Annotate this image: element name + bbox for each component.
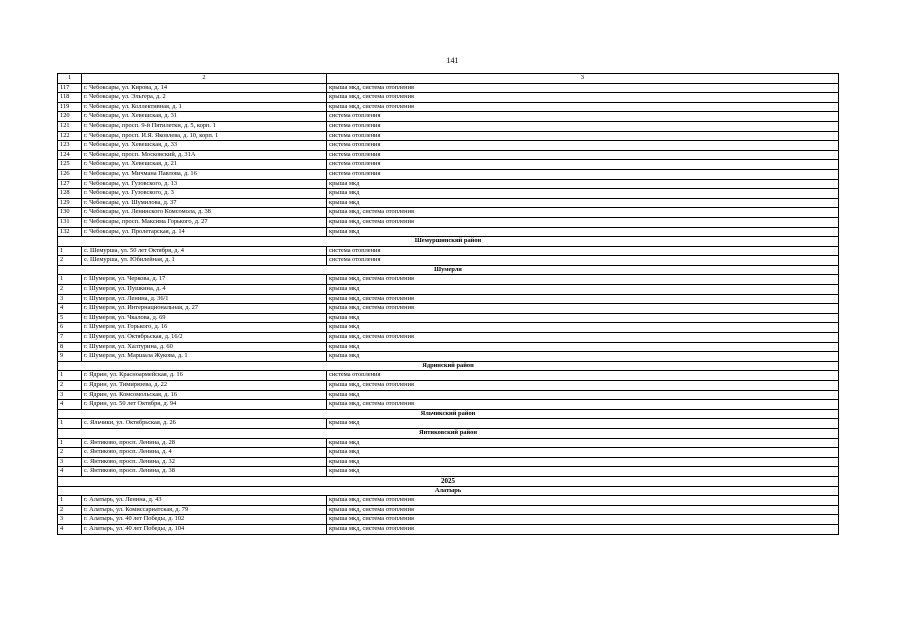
table-row	[58, 342, 839, 352]
address-cell: г. Алатырь, ул. Ленина, д. 43	[82, 496, 327, 506]
address-cell: г. Чебоксары, ул. Кирова, д. 14	[82, 83, 327, 93]
works-cell: система отопления	[327, 121, 839, 131]
address-cell: г. Чебоксары, ул. Гузовского, д. 3	[82, 189, 327, 199]
table-row	[58, 496, 839, 506]
works-cell: крыша мкд, система отопления	[327, 304, 839, 314]
works-cell: крыша мкд, система отопления	[327, 333, 839, 343]
district-heading: Шумерля	[58, 265, 839, 275]
address-cell: г. Шумерля, ул. Черкова, д. 17	[82, 275, 327, 285]
row-number-cell: 118	[58, 93, 82, 103]
address-cell: г. Шумерля, ул. Маршала Жукова, д. 1	[82, 352, 327, 362]
table-body	[58, 74, 839, 535]
address-cell: г. Алатырь, ул. 40 лет Победы, д. 102	[82, 515, 327, 525]
row-number-cell: 120	[58, 112, 82, 122]
row-number-cell: 6	[58, 323, 82, 333]
address-cell: г. Чебоксары, ул. Пролетарская, д. 14	[82, 227, 327, 237]
works-cell: система отопления	[327, 169, 839, 179]
column-header-number: 1	[58, 74, 82, 84]
address-cell: г. Чебоксары, ул. Хевешская, д. 33	[82, 141, 327, 151]
works-cell: крыша мкд, система отопления	[327, 505, 839, 515]
address-cell: с. Шемурша, ул. Юбилейная, д. 1	[82, 256, 327, 266]
table-row	[58, 419, 839, 429]
works-cell: крыша мкд, система отопления	[327, 400, 839, 410]
row-number-cell: 132	[58, 227, 82, 237]
address-cell: г. Чебоксары, ул. Шумилова, д. 37	[82, 198, 327, 208]
address-cell: с. Яльчики, ул. Октябрьская, д. 26	[82, 419, 327, 429]
works-cell: система отопления	[327, 150, 839, 160]
table-row	[58, 438, 839, 448]
works-cell: крыша мкд	[327, 390, 839, 400]
works-cell: крыша мкд	[327, 179, 839, 189]
works-cell: система отопления	[327, 160, 839, 170]
address-cell: г. Ядрин, ул. Красноармейская, д. 16	[82, 371, 327, 381]
district-heading-row	[58, 409, 839, 419]
row-number-cell: 122	[58, 131, 82, 141]
row-number-cell: 2	[58, 256, 82, 266]
table-row	[58, 400, 839, 410]
address-cell: г. Алатырь, ул. Комиссариатская, д. 79	[82, 505, 327, 515]
address-cell: г. Шумерля, ул. Халтурина, д. 60	[82, 342, 327, 352]
table-row	[58, 141, 839, 151]
row-number-cell: 1	[58, 275, 82, 285]
table-row	[58, 246, 839, 256]
address-cell: г. Шумерля, ул. Интернациональная, д. 27	[82, 304, 327, 314]
district-heading: Ядринский район	[58, 361, 839, 371]
table-row	[58, 208, 839, 218]
table-row	[58, 448, 839, 458]
works-cell: система отопления	[327, 112, 839, 122]
table-row	[58, 179, 839, 189]
table-row	[58, 256, 839, 266]
column-header-address: 2	[82, 74, 327, 84]
row-number-cell: 7	[58, 333, 82, 343]
year-heading: 2025	[58, 476, 839, 486]
works-cell: крыша мкд, система отопления	[327, 93, 839, 103]
row-number-cell: 4	[58, 524, 82, 534]
works-cell: крыша мкд, система отопления	[327, 275, 839, 285]
district-heading-row	[58, 361, 839, 371]
row-number-cell: 1	[58, 419, 82, 429]
row-number-cell: 3	[58, 515, 82, 525]
works-cell: система отопления	[327, 256, 839, 266]
table-header-row	[58, 74, 839, 84]
works-cell: крыша мкд	[327, 323, 839, 333]
table-row	[58, 227, 839, 237]
district-heading-row	[58, 265, 839, 275]
row-number-cell: 3	[58, 390, 82, 400]
works-cell: крыша мкд	[327, 227, 839, 237]
table-row	[58, 505, 839, 515]
row-number-cell: 4	[58, 400, 82, 410]
address-cell: г. Шумерля, ул. Пушкина, д. 4	[82, 285, 327, 295]
table-row	[58, 131, 839, 141]
works-cell: крыша мкд	[327, 352, 839, 362]
table-row	[58, 457, 839, 467]
works-cell: крыша мкд	[327, 189, 839, 199]
row-number-cell: 3	[58, 294, 82, 304]
works-cell: крыша мкд, система отопления	[327, 217, 839, 227]
row-number-cell: 128	[58, 189, 82, 199]
row-number-cell: 1	[58, 438, 82, 448]
row-number-cell: 125	[58, 160, 82, 170]
works-cell: крыша мкд, система отопления	[327, 524, 839, 534]
district-heading: Алатырь	[58, 486, 839, 496]
address-cell: г. Чебоксары, просп. Максима Горького, д. 27	[82, 217, 327, 227]
address-cell: г. Чебоксары, ул. Эльгера, д. 2	[82, 93, 327, 103]
table-row	[58, 381, 839, 391]
address-cell: с. Шемурша, ул. 50 лет Октября, д. 4	[82, 246, 327, 256]
table-row	[58, 112, 839, 122]
row-number-cell: 8	[58, 342, 82, 352]
table-row	[58, 304, 839, 314]
works-cell: система отопления	[327, 131, 839, 141]
row-number-cell: 131	[58, 217, 82, 227]
table-row	[58, 515, 839, 525]
column-header-works: 3	[327, 74, 839, 84]
address-cell: с. Янтиково, просп. Ленина, д. 4	[82, 448, 327, 458]
table-row	[58, 333, 839, 343]
table-row	[58, 160, 839, 170]
address-cell: с. Янтиково, просп. Ленина, д. 28	[82, 438, 327, 448]
works-cell: крыша мкд, система отопления	[327, 496, 839, 506]
row-number-cell: 127	[58, 179, 82, 189]
table-row	[58, 294, 839, 304]
works-cell: крыша мкд	[327, 285, 839, 295]
year-heading-row	[58, 476, 839, 486]
row-number-cell: 130	[58, 208, 82, 218]
table-row	[58, 217, 839, 227]
works-cell: крыша мкд, система отопления	[327, 208, 839, 218]
address-cell: г. Чебоксары, ул. Коллективная, д. 1	[82, 102, 327, 112]
row-number-cell: 9	[58, 352, 82, 362]
table-row	[58, 323, 839, 333]
address-cell: г. Чебоксары, просп. И.Я. Яковлева, д. 10, корп. 1	[82, 131, 327, 141]
works-cell: крыша мкд	[327, 419, 839, 429]
row-number-cell: 4	[58, 467, 82, 477]
address-cell: г. Ядрин, ул. Комсомольская, д. 16	[82, 390, 327, 400]
table-row	[58, 285, 839, 295]
table-row	[58, 102, 839, 112]
row-number-cell: 119	[58, 102, 82, 112]
row-number-cell: 1	[58, 496, 82, 506]
address-cell: г. Чебоксары, просп. 9-й Пятилетки, д. 5, корп. 1	[82, 121, 327, 131]
row-number-cell: 2	[58, 285, 82, 295]
works-cell: крыша мкд	[327, 448, 839, 458]
row-number-cell: 5	[58, 313, 82, 323]
row-number-cell: 1	[58, 246, 82, 256]
address-cell: г. Шумерля, ул. Чкалова, д. 69	[82, 313, 327, 323]
district-heading: Янтиковский район	[58, 428, 839, 438]
address-cell: г. Чебоксары, ул. Мичмана Павлова, д. 16	[82, 169, 327, 179]
district-heading-row	[58, 486, 839, 496]
repair-registry-table	[57, 73, 839, 535]
table-row	[58, 121, 839, 131]
table-row	[58, 313, 839, 323]
row-number-cell: 129	[58, 198, 82, 208]
table-row	[58, 390, 839, 400]
row-number-cell: 123	[58, 141, 82, 151]
row-number-cell: 1	[58, 371, 82, 381]
works-cell: система отопления	[327, 371, 839, 381]
address-cell: с. Янтиково, просп. Ленина, д. 38	[82, 467, 327, 477]
table-row	[58, 524, 839, 534]
works-cell: крыша мкд	[327, 457, 839, 467]
works-cell: крыша мкд	[327, 313, 839, 323]
table-row	[58, 93, 839, 103]
works-cell: крыша мкд	[327, 438, 839, 448]
table-row	[58, 169, 839, 179]
works-cell: крыша мкд, система отопления	[327, 294, 839, 304]
address-cell: г. Чебоксары, ул. Хевешская, д. 21	[82, 160, 327, 170]
works-cell: крыша мкд, система отопления	[327, 102, 839, 112]
works-cell: крыша мкд, система отопления	[327, 381, 839, 391]
address-cell: г. Шумерля, ул. Октябрьская, д. 16/2	[82, 333, 327, 343]
page-number: 141	[446, 56, 459, 65]
address-cell: г. Ядрин, ул. 50 лет Октября, д. 94	[82, 400, 327, 410]
address-cell: г. Чебоксары, ул. Ленинского Комсомола, д. 38	[82, 208, 327, 218]
address-cell: г. Ядрин, ул. Тимирязева, д. 22	[82, 381, 327, 391]
table-row	[58, 198, 839, 208]
address-cell: г. Чебоксары, просп. Московский, д. 31А	[82, 150, 327, 160]
works-cell: крыша мкд	[327, 198, 839, 208]
table-row	[58, 189, 839, 199]
district-heading: Яльчикский район	[58, 409, 839, 419]
row-number-cell: 2	[58, 448, 82, 458]
row-number-cell: 3	[58, 457, 82, 467]
works-cell: крыша мкд, система отопления	[327, 83, 839, 93]
address-cell: г. Шумерля, ул. Горького, д. 16	[82, 323, 327, 333]
address-cell: г. Алатырь, ул. 40 лет Победы, д. 104	[82, 524, 327, 534]
address-cell: г. Шумерля, ул. Ленина, д. 36/1	[82, 294, 327, 304]
table-row	[58, 352, 839, 362]
works-cell: крыша мкд, система отопления	[327, 515, 839, 525]
row-number-cell: 117	[58, 83, 82, 93]
table-row	[58, 150, 839, 160]
row-number-cell: 2	[58, 381, 82, 391]
works-cell: крыша мкд	[327, 342, 839, 352]
district-heading-row	[58, 428, 839, 438]
works-cell: крыша мкд	[327, 467, 839, 477]
address-cell: г. Чебоксары, ул. Хевешская, д. 31	[82, 112, 327, 122]
works-cell: система отопления	[327, 246, 839, 256]
table-row	[58, 275, 839, 285]
row-number-cell: 4	[58, 304, 82, 314]
district-heading-row	[58, 237, 839, 247]
row-number-cell: 124	[58, 150, 82, 160]
district-heading: Шемуршинский район	[58, 237, 839, 247]
table-row	[58, 371, 839, 381]
row-number-cell: 121	[58, 121, 82, 131]
works-cell: система отопления	[327, 141, 839, 151]
address-cell: г. Чебоксары, ул. Гузовского, д. 13	[82, 179, 327, 189]
table-row	[58, 467, 839, 477]
table-row	[58, 83, 839, 93]
address-cell: с. Янтиково, просп. Ленина, д. 32	[82, 457, 327, 467]
row-number-cell: 126	[58, 169, 82, 179]
row-number-cell: 2	[58, 505, 82, 515]
